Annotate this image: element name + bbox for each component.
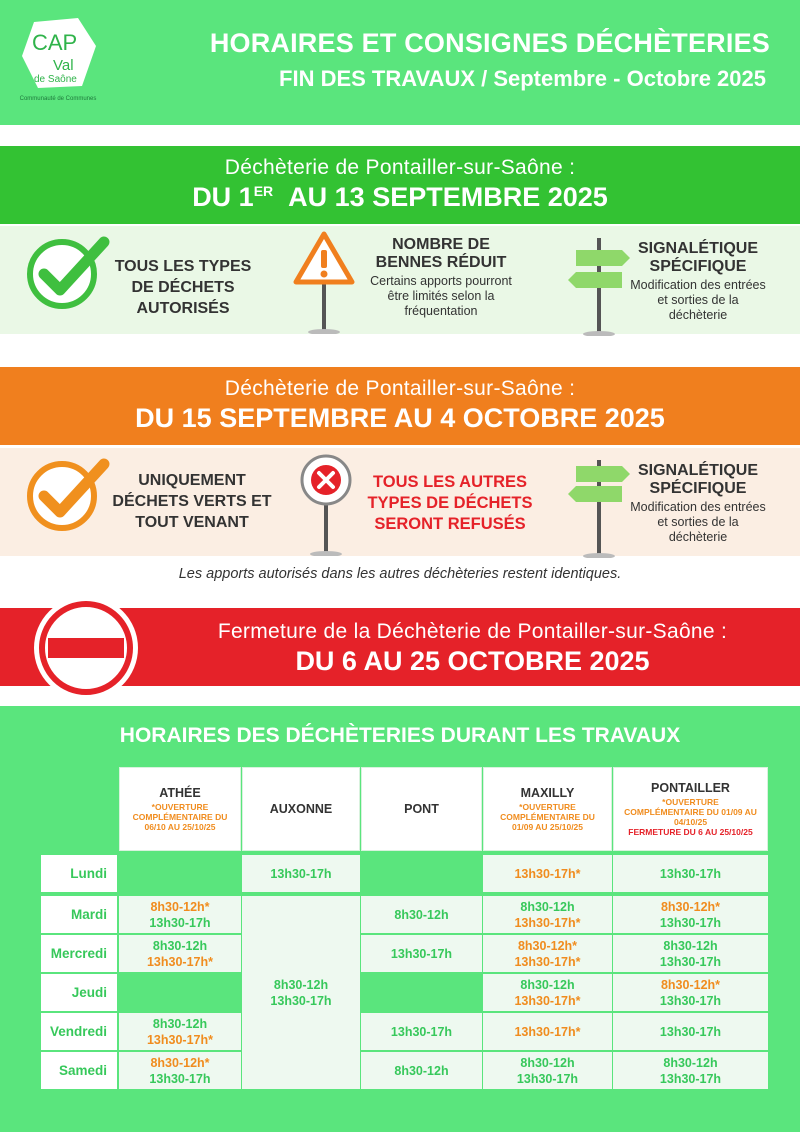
phase2-sign-text: Modification des entrées et sorties de la déchèterie xyxy=(630,500,766,544)
time-slot: 8h30-12h xyxy=(273,977,329,992)
time-slot: 8h30-12h* xyxy=(660,977,721,992)
time-slot: 13h30-17h xyxy=(659,915,722,930)
time-slot: 13h30-17h* xyxy=(514,954,581,969)
page-title: HORAIRES ET CONSIGNES DÉCHÈTERIES xyxy=(209,28,770,58)
schedule-cell-auxonne-lundi xyxy=(242,855,360,892)
info-note: Les apports autorisés dans les autres déchèteries restent identiques. xyxy=(178,566,622,582)
phase1-banner xyxy=(0,146,800,224)
schedule-cell-athee-vendredi xyxy=(119,1013,241,1050)
time-slot: 8h30-12h xyxy=(152,938,208,953)
check-icon xyxy=(24,232,114,312)
schedule-cell-maxilly-vendredi xyxy=(483,1013,612,1050)
time-slot: 8h30-12h xyxy=(394,1063,449,1078)
forbidden-sign-icon xyxy=(296,452,356,556)
phase2-allowed-text: UNIQUEMENT DÉCHETS VERTS ET TOUT VENANT xyxy=(112,472,272,531)
time-slot: 8h30-12h* xyxy=(517,938,578,953)
schedule-cell-pontailler-jeudi xyxy=(613,974,768,1011)
time-slot: 8h30-12h xyxy=(663,1055,718,1070)
signpost-icon xyxy=(566,234,632,336)
schedule-cell-athee-mardi xyxy=(119,896,241,933)
time-slot: 13h30-17h xyxy=(659,954,722,969)
warning-sign-icon xyxy=(292,230,356,334)
header-banner xyxy=(0,0,800,125)
page-subtitle: FIN DES TRAVAUX / Septembre - Octobre 2025 xyxy=(279,66,766,91)
time-slot: 8h30-12h xyxy=(152,1016,208,1031)
time-slot: 8h30-12h* xyxy=(660,899,721,914)
time-slot: 13h30-17h xyxy=(270,993,332,1008)
schedule-cell-maxilly-samedi xyxy=(483,1052,612,1089)
schedule-cell-pontailler-mercredi xyxy=(613,935,768,972)
schedule-cell-pont-samedi xyxy=(361,1052,482,1089)
time-slot: 13h30-17h* xyxy=(514,915,581,930)
schedule-cell-pontailler-lundi xyxy=(613,855,768,892)
phase1-location: Déchèterie de Pontailler-sur-Saône : xyxy=(224,156,576,179)
time-slot: 13h30-17h xyxy=(659,993,722,1008)
phase3-closure-title: Fermeture de la Déchèterie de Pontailler-sur-Saône : xyxy=(217,620,728,643)
schedule-title: HORAIRES DES DÉCHÈTERIES DURANT LES TRAVAUX xyxy=(119,724,681,747)
schedule-cell-maxilly-mercredi xyxy=(483,935,612,972)
phase2-dates: DU 15 SEPTEMBRE AU 4 OCTOBRE 2025 xyxy=(135,403,665,433)
logo-caption: Communauté de Communes xyxy=(19,96,97,102)
time-slot: 8h30-12h xyxy=(520,977,575,992)
schedule-cell-pont-mercredi xyxy=(361,935,482,972)
time-slot: 8h30-12h xyxy=(663,938,718,953)
time-slot: 13h30-17h xyxy=(390,1024,453,1039)
day-label-vendredi: Vendredi xyxy=(41,1013,117,1050)
day-label-mardi: Mardi xyxy=(41,896,117,933)
svg-text:de Saône: de Saône xyxy=(34,74,77,85)
time-slot: 13h30-17h* xyxy=(514,866,581,881)
phase1-allowed-text: TOUS LES TYPES DE DÉCHETS AUTORISÉS xyxy=(114,258,252,317)
schedule-cell-pont-mardi xyxy=(361,896,482,933)
time-slot: 13h30-17h* xyxy=(146,1032,213,1047)
column-header-pont: PONT xyxy=(361,767,482,851)
time-slot: 8h30-12h xyxy=(520,899,575,914)
day-label-mercredi: Mercredi xyxy=(41,935,117,972)
phase2-location: Déchèterie de Pontailler-sur-Saône : xyxy=(224,377,576,400)
time-slot: 13h30-17h xyxy=(659,1024,722,1039)
phase2-banner xyxy=(0,367,800,445)
schedule-cell-pontailler-samedi xyxy=(613,1052,768,1089)
time-slot: 13h30-17h* xyxy=(514,1024,581,1039)
svg-text:Val: Val xyxy=(53,57,74,74)
signpost-icon xyxy=(566,456,632,558)
schedule-cell-maxilly-jeudi xyxy=(483,974,612,1011)
time-slot: 13h30-17h xyxy=(390,946,453,961)
schedule-cell-pontailler-mardi xyxy=(613,896,768,933)
check-icon xyxy=(24,454,114,534)
phase2-sign-title: SIGNALÉTIQUE SPÉCIFIQUE xyxy=(637,462,758,497)
no-entry-icon xyxy=(30,594,142,702)
column-header-pontailler: PONTAILLER *OUVERTURE COMPLÉMENTAIRE DU 01/09 AU 04/10/25 FERMETURE DU 6 AU 25/10/25 xyxy=(613,767,768,851)
column-header-maxilly: MAXILLY *OUVERTURE COMPLÉMENTAIRE DU 01/09 AU 25/10/25 xyxy=(483,767,612,851)
column-header-athee: ATHÉE *OUVERTURE COMPLÉMENTAIRE DU 06/10 AU 25/10/25 xyxy=(119,767,241,851)
schedule-cell-athee-samedi xyxy=(119,1052,241,1089)
phase3-dates: DU 6 AU 25 OCTOBRE 2025 xyxy=(295,646,650,676)
schedule-cell-maxilly-lundi xyxy=(483,855,612,892)
phase2-refused-text: TOUS LES AUTRES TYPES DE DÉCHETS SERONT REFUSÉS xyxy=(367,473,533,533)
schedule-cell-maxilly-mardi xyxy=(483,896,612,933)
time-slot: 13h30-17h xyxy=(149,1071,211,1086)
time-slot: 13h30-17h* xyxy=(514,993,581,1008)
time-slot: 8h30-12h* xyxy=(150,1055,210,1070)
phase1-bins-title: NOMBRE DE BENNES RÉDUIT xyxy=(375,236,507,271)
phase1-dates: DU 1ER AU 13 SEPTEMBRE 2025 xyxy=(192,182,608,212)
cap-val-de-saone-logo xyxy=(20,16,98,92)
schedule-cell-pontailler-vendredi xyxy=(613,1013,768,1050)
day-label-samedi: Samedi xyxy=(41,1052,117,1089)
day-label-lundi: Lundi xyxy=(41,855,117,892)
time-slot: 13h30-17h xyxy=(659,866,722,881)
column-header-auxonne: AUXONNE xyxy=(242,767,360,851)
time-slot: 13h30-17h xyxy=(149,915,211,930)
time-slot: 13h30-17h* xyxy=(146,954,213,969)
schedule-cell-auxonne-mardi-samedi xyxy=(242,896,360,1089)
phase1-sign-title: SIGNALÉTIQUE SPÉCIFIQUE xyxy=(637,240,758,275)
time-slot: 13h30-17h xyxy=(516,1071,579,1086)
schedule-cell-athee-mercredi xyxy=(119,935,241,972)
time-slot: 8h30-12h* xyxy=(150,899,210,914)
day-label-jeudi: Jeudi xyxy=(41,974,117,1011)
schedule-cell-pont-vendredi xyxy=(361,1013,482,1050)
phase1-bins-text: Certains apports pourront être limités selon la fréquentation xyxy=(370,274,512,318)
time-slot: 8h30-12h xyxy=(520,1055,575,1070)
svg-text:CAP: CAP xyxy=(32,30,78,55)
time-slot: 13h30-17h xyxy=(659,1071,722,1086)
time-slot: 13h30-17h xyxy=(270,866,332,881)
time-slot: 8h30-12h xyxy=(394,907,449,922)
phase1-sign-text: Modification des entrées et sorties de la déchèterie xyxy=(630,278,766,322)
